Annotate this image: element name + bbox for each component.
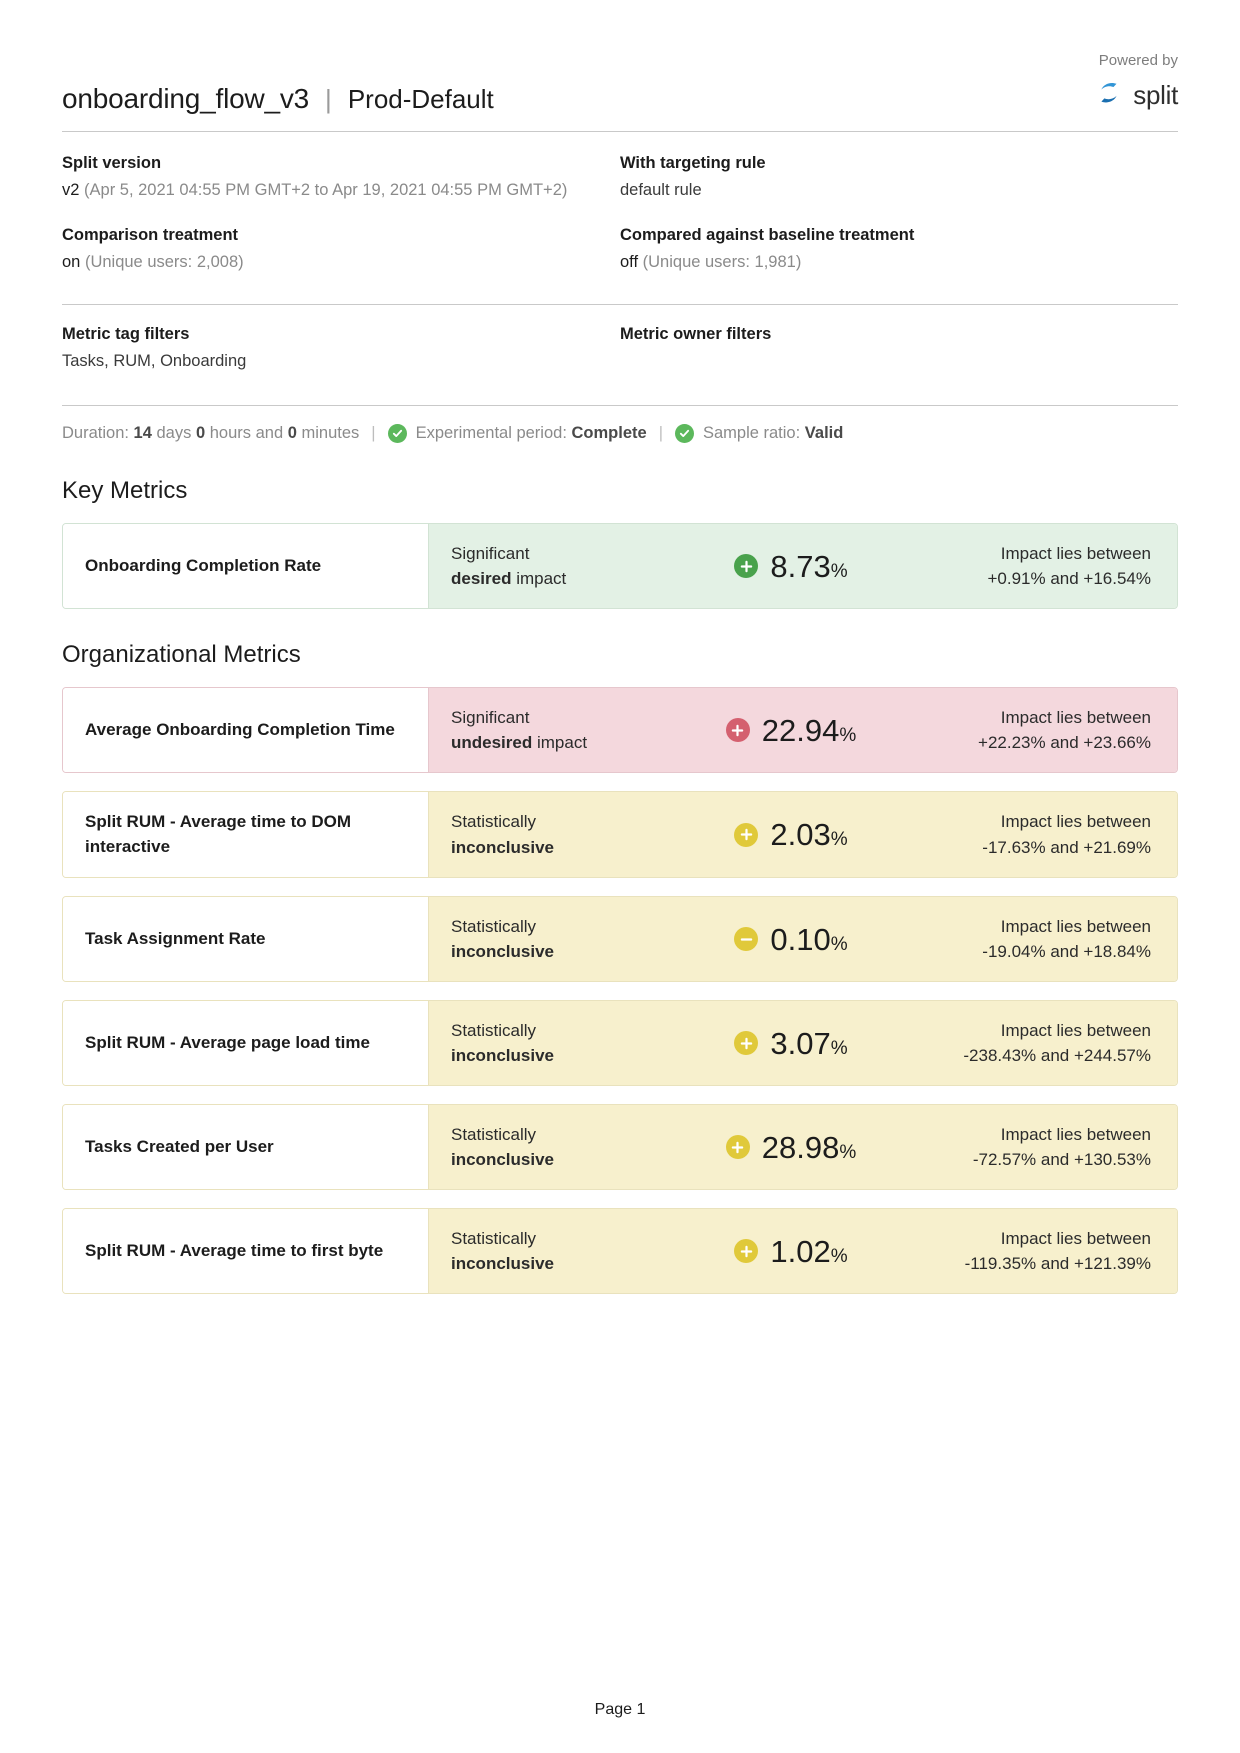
experimental-period-label: Experimental period: [415,424,567,442]
comparison-treatment-label: Comparison treatment [62,226,239,244]
split-version-value [62,181,620,200]
impact-number: 1.02 [770,1233,831,1269]
impact-unit: % [830,560,848,582]
status-separator-1: | [371,424,376,442]
targeting-rule-block [620,154,1178,226]
metric-status-line1: Statistically [451,1228,537,1248]
metric-status-line1: Statistically [451,1020,537,1040]
impact-unit: % [839,1141,857,1163]
metric-impact [681,1129,901,1165]
metric-interval-range: -238.43% and +244.57% [963,1046,1151,1066]
impact-number: 28.98 [761,1129,840,1165]
metric-row [62,523,1178,609]
metric-status-emphasis: inconclusive [451,942,554,962]
environment-name: Prod-Default [347,84,494,114]
baseline-treatment-name: off [620,253,639,271]
metric-impact [681,1025,901,1061]
title-separator: | [325,84,332,114]
metric-interval [901,541,1151,592]
check-circle-icon-2 [675,424,694,443]
status-bar [62,424,1178,445]
metric-interval-label: Impact lies between [1000,543,1151,563]
metric-status [451,541,681,592]
impact-up-icon [726,718,750,742]
metric-status-suffix: impact [532,733,588,752]
impact-value [770,1233,848,1269]
filters-meta [62,325,1178,397]
baseline-treatment-value [620,253,1178,272]
metric-row [62,1104,1178,1190]
metric-status-line1: Significant [451,543,530,563]
report-header [62,52,1178,132]
metric-impact [681,712,901,748]
metric-row [62,1208,1178,1294]
metric-interval [901,1226,1151,1277]
split-name: onboarding_flow_v3 [62,83,310,114]
metric-impact [681,817,901,853]
metric-status [451,1226,681,1277]
impact-up-icon [726,1135,750,1159]
metric-interval [901,809,1151,860]
metric-name: Split RUM - Average time to first byte [63,1209,429,1293]
impact-value [770,921,848,957]
duration-days-unit: days [156,424,192,442]
metric-status-line1: Statistically [451,1124,537,1144]
split-version-number: v2 [62,181,80,199]
impact-up-icon [734,1239,758,1263]
split-version-block [62,154,620,226]
metric-name: Tasks Created per User [63,1105,429,1189]
duration-days: 14 [133,424,152,442]
status-separator-2: | [658,424,663,442]
metric-row [62,896,1178,982]
metric-tag-filters-value: Tasks, RUM, Onboarding [62,352,247,370]
metric-row [62,1000,1178,1086]
metric-status [451,809,681,860]
metric-status-emphasis: inconclusive [451,1254,554,1274]
metric-name: Split RUM - Average page load time [63,1001,429,1085]
comparison-treatment-name: on [62,253,81,271]
powered-by-label: Powered by [1098,52,1178,69]
metric-status-line1: Statistically [451,812,537,832]
metric-status-line1: Significant [451,707,530,727]
impact-value [761,1129,857,1165]
metric-status [451,705,681,756]
impact-unit: % [830,829,848,851]
comparison-treatment-users: (Unique users: 2,008) [84,253,244,271]
impact-value [761,712,857,748]
metric-row [62,687,1178,773]
metric-interval [901,705,1151,756]
metric-tag-filters-block [62,325,620,397]
targeting-rule-value: default rule [620,181,702,199]
impact-number: 0.10 [770,921,831,957]
metric-body [429,792,1177,877]
report-meta [62,132,1178,298]
metric-name: Task Assignment Rate [63,897,429,981]
comparison-treatment-block [62,226,620,298]
sample-ratio-value: Valid [804,424,844,442]
metric-interval-range: +0.91% and +16.54% [987,569,1151,588]
metric-body [429,1209,1177,1293]
metric-status-emphasis: inconclusive [451,1046,554,1066]
meta-divider-2 [62,405,1178,406]
impact-unit: % [830,1037,848,1059]
duration-prefix: Duration: [62,424,129,442]
metric-owner-filters-block [620,325,1178,397]
metric-status [451,1122,681,1173]
impact-down-icon [734,927,758,951]
impact-unit: % [839,724,857,746]
metric-interval [901,1122,1151,1173]
metric-interval-range: -19.04% and +18.84% [982,942,1151,962]
duration-hours: 0 [195,424,206,442]
baseline-treatment-block [620,226,1178,298]
metric-interval-range: -17.63% and +21.69% [982,837,1151,857]
impact-up-icon [734,554,758,578]
metric-name: Onboarding Completion Rate [63,524,429,608]
section-title-organizational-metrics: Organizational Metrics [62,641,301,668]
brand-logo [1094,78,1178,113]
metric-impact [681,1233,901,1269]
split-version-label: Split version [62,154,162,172]
impact-number: 22.94 [761,712,840,748]
baseline-treatment-label: Compared against baseline treatment [620,226,915,244]
metric-interval-range: -119.35% and +121.39% [964,1254,1151,1274]
metric-status-line1: Statistically [451,916,537,936]
metric-interval-range: +22.23% and +23.66% [978,733,1151,752]
impact-value [770,817,848,853]
duration-hours-unit: hours and [209,424,284,442]
metric-owner-filters-label: Metric owner filters [620,325,772,343]
metric-body [429,1001,1177,1085]
impact-unit: % [830,933,848,955]
metric-body [429,897,1177,981]
page-number: Page 1 [594,1701,646,1718]
brand-block [1094,52,1178,117]
impact-number: 8.73 [770,548,831,584]
impact-number: 2.03 [770,817,831,853]
targeting-rule-label: With targeting rule [620,154,766,172]
metric-status-emphasis: inconclusive [451,1150,554,1170]
metric-status [451,1018,681,1069]
metric-name: Split RUM - Average time to DOM interactive [63,792,429,877]
metric-interval-label: Impact lies between [1000,1124,1151,1144]
metric-row [62,791,1178,878]
metric-interval-label: Impact lies between [1000,707,1151,727]
metric-impact [681,548,901,584]
brand-name: split [1133,80,1178,110]
metric-status-emphasis: desired [451,569,512,588]
metric-body [429,1105,1177,1189]
impact-value [770,1025,848,1061]
metric-interval-label: Impact lies between [1000,1020,1151,1040]
duration-minutes: 0 [287,424,297,442]
impact-number: 3.07 [770,1025,831,1061]
metric-interval-label: Impact lies between [1000,916,1151,936]
duration-minutes-unit: minutes [301,424,360,442]
metric-status-suffix: impact [511,569,567,588]
metric-interval-range: -72.57% and +130.53% [972,1150,1151,1170]
sample-ratio-label: Sample ratio: [702,424,801,442]
metric-status [451,914,681,965]
page-title [62,83,494,117]
split-logo-icon [1094,78,1124,113]
metric-interval [901,1018,1151,1069]
metric-impact [681,921,901,957]
metric-interval-label: Impact lies between [1000,812,1151,832]
check-circle-icon [388,424,407,443]
meta-divider-1 [62,304,1178,305]
impact-value [770,548,848,584]
metric-body [429,524,1177,608]
baseline-treatment-users: (Unique users: 1,981) [642,253,802,271]
split-version-dates: (Apr 5, 2021 04:55 PM GMT+2 to Apr 19, 2021 04:55 PM GMT+2) [84,181,568,199]
section-title-key-metrics: Key Metrics [62,477,188,504]
metric-name: Average Onboarding Completion Time [63,688,429,772]
comparison-treatment-value [62,253,620,272]
metric-interval-label: Impact lies between [1000,1228,1151,1248]
metric-tag-filters-label: Metric tag filters [62,325,190,343]
impact-unit: % [830,1245,848,1267]
experimental-period-value: Complete [571,424,647,442]
page-footer [0,1701,1240,1719]
metric-status-emphasis: undesired [451,733,533,752]
metric-interval [901,914,1151,965]
impact-up-icon [734,1031,758,1055]
metric-status-emphasis: inconclusive [451,837,554,857]
metric-body [429,688,1177,772]
impact-up-icon [734,823,758,847]
